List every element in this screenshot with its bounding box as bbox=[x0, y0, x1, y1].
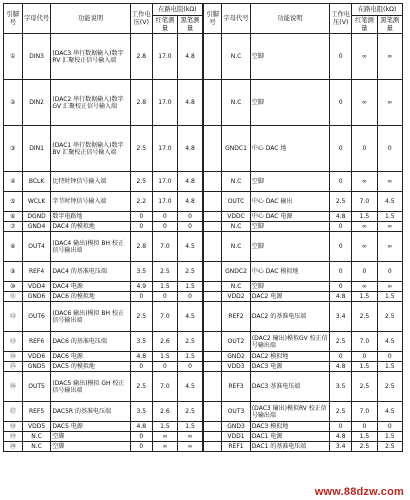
pin-number bbox=[203, 212, 222, 222]
pin-symbol: DIN1 bbox=[22, 126, 51, 172]
watermark: www.88dzw.com bbox=[314, 486, 404, 498]
voltage-value: 4.8 bbox=[130, 352, 152, 362]
pin-symbol: OUT5 bbox=[22, 372, 51, 402]
voltage-value: 4.8 bbox=[330, 362, 352, 372]
black-probe-value: 0 bbox=[377, 352, 402, 362]
pin-number: ⑪ bbox=[4, 292, 23, 302]
voltage-value: 2.8 bbox=[130, 232, 152, 262]
red-probe-value: 2.5 bbox=[352, 302, 377, 332]
black-probe-value: 4.8 bbox=[178, 80, 203, 126]
black-probe-value: 1.5 bbox=[377, 432, 402, 442]
pin-symbol: OUT3 bbox=[222, 402, 251, 422]
voltage-value: 2.5 bbox=[330, 332, 352, 352]
black-probe-value: ∞ bbox=[377, 232, 402, 262]
red-probe-value: 1.5 bbox=[152, 282, 177, 292]
voltage-value: 4.9 bbox=[130, 282, 152, 292]
pin-function: 字节时钟信号输入端 bbox=[51, 192, 130, 212]
pin-function: 空脚 bbox=[51, 432, 130, 442]
pin-function: (DAC3 输出)模拟RV 校正信号输出端 bbox=[250, 402, 329, 422]
pin-function: 空脚 bbox=[250, 80, 329, 126]
black-probe-value: 1.5 bbox=[377, 362, 402, 372]
black-probe-value: 4.5 bbox=[178, 372, 203, 402]
red-probe-value: 7.0 bbox=[352, 192, 377, 212]
header-function: 功能说明 bbox=[250, 4, 329, 34]
pin-number: ⑭ bbox=[4, 352, 23, 362]
header-red-probe: 红笔测量 bbox=[352, 16, 377, 34]
black-probe-value: 2.5 bbox=[178, 262, 203, 282]
table-row bbox=[4, 352, 403, 362]
pin-number bbox=[203, 192, 222, 212]
pin-symbol: VDD1 bbox=[222, 432, 251, 442]
table-row bbox=[4, 372, 403, 402]
pin-function: (DAC5 输出)模拟 GH 校正信号输出端 bbox=[51, 372, 130, 402]
pin-number bbox=[203, 402, 222, 422]
red-probe-value: 17.0 bbox=[152, 172, 177, 192]
pin-function: DAC5R 的基准电压端 bbox=[51, 402, 130, 422]
pin-function: (DAC1 串行数据输入)数字BV 汇聚校正信号输入端 bbox=[51, 126, 130, 172]
pin-number: ⑧ bbox=[4, 232, 23, 262]
pin-number bbox=[203, 442, 222, 452]
pin-number bbox=[203, 332, 222, 352]
pin-function: DAC5 电源 bbox=[51, 422, 130, 432]
pin-symbol: OUT4 bbox=[22, 232, 51, 262]
table-row bbox=[4, 222, 403, 232]
voltage-value: 0 bbox=[330, 80, 352, 126]
voltage-value: 0 bbox=[330, 422, 352, 432]
pin-function: DAC3 模拟地 bbox=[250, 422, 329, 432]
black-probe-value: 2.5 bbox=[178, 402, 203, 422]
red-probe-value: ∞ bbox=[352, 172, 377, 192]
table-row bbox=[4, 232, 403, 262]
pin-symbol: N.C bbox=[222, 34, 251, 80]
table-row bbox=[4, 34, 403, 80]
pin-number: ⑨ bbox=[4, 262, 23, 282]
pin-symbol: WCLK bbox=[22, 192, 51, 212]
voltage-value: 0 bbox=[130, 292, 152, 302]
black-probe-value: 4.5 bbox=[178, 232, 203, 262]
table-row bbox=[4, 442, 403, 452]
pin-function: 中心 DAC 输出 bbox=[250, 192, 329, 212]
red-probe-value: 1.5 bbox=[152, 352, 177, 362]
pin-function: DAC3 电源 bbox=[250, 362, 329, 372]
black-probe-value: 1.5 bbox=[178, 352, 203, 362]
voltage-value: 0 bbox=[130, 212, 152, 222]
red-probe-value: 17.0 bbox=[152, 34, 177, 80]
red-probe-value: ∞ bbox=[152, 432, 177, 442]
pin-function: DAC4 的基准电压端 bbox=[51, 262, 130, 282]
pin-function: 中心 DAC 模拟地 bbox=[250, 262, 329, 282]
pin-function: (DAC6 输出)模拟 BH 校正信号输出端 bbox=[51, 302, 130, 332]
voltage-value: 2.5 bbox=[130, 172, 152, 192]
pin-symbol: N.C bbox=[222, 172, 251, 192]
black-probe-value: ∞ bbox=[377, 172, 402, 192]
pin-function: (DAC3 串行数据输入)数字RV 汇聚校正信号输入端 bbox=[51, 34, 130, 80]
table-row bbox=[4, 282, 403, 292]
pin-symbol: GND2 bbox=[222, 352, 251, 362]
pin-number: ⑤ bbox=[4, 192, 23, 212]
pin-symbol: REF6 bbox=[22, 332, 51, 352]
pin-symbol: N.C bbox=[222, 232, 251, 262]
voltage-value: 3.5 bbox=[130, 402, 152, 422]
voltage-value: 2.5 bbox=[330, 192, 352, 212]
pin-symbol: GND3 bbox=[222, 422, 251, 432]
voltage-value: 3.4 bbox=[330, 442, 352, 452]
pin-number: ③ bbox=[4, 126, 23, 172]
voltage-value: 0 bbox=[130, 432, 152, 442]
pin-symbol: N.C bbox=[222, 222, 251, 232]
black-probe-value: ∞ bbox=[377, 282, 402, 292]
table-row bbox=[4, 172, 403, 192]
table-row bbox=[4, 212, 403, 222]
red-probe-value: 0 bbox=[152, 222, 177, 232]
pin-number: ④ bbox=[4, 172, 23, 192]
header-black-probe: 黑笔测量 bbox=[178, 16, 203, 34]
red-probe-value: ∞ bbox=[352, 34, 377, 80]
red-probe-value: 2.5 bbox=[352, 442, 377, 452]
table-row bbox=[4, 332, 403, 352]
pin-function: (DAC2 串行数据输入)数字GV 汇聚校正信号输入端 bbox=[51, 80, 130, 126]
pin-function: DAC2 的基准电压端 bbox=[250, 302, 329, 332]
pin-symbol: GND6 bbox=[22, 292, 51, 302]
pin-symbol: VDD6 bbox=[22, 352, 51, 362]
black-probe-value: 4.8 bbox=[178, 126, 203, 172]
black-probe-value: ∞ bbox=[377, 222, 402, 232]
header-resistance: 在路电阻(kΩ) bbox=[152, 4, 203, 16]
voltage-value: 2.8 bbox=[130, 80, 152, 126]
red-probe-value: 7.0 bbox=[152, 302, 177, 332]
pin-number: ⑮ bbox=[4, 362, 23, 372]
pin-symbol: REF2 bbox=[222, 302, 251, 332]
voltage-value: 0 bbox=[330, 232, 352, 262]
pin-symbol: DGND bbox=[22, 212, 51, 222]
black-probe-value: 4.5 bbox=[377, 332, 402, 352]
black-probe-value: 4.8 bbox=[178, 192, 203, 212]
black-probe-value: 1.5 bbox=[377, 212, 402, 222]
pin-function: (DAC2 输出)模拟GV 校正信号输出端 bbox=[250, 332, 329, 352]
table-row bbox=[4, 292, 403, 302]
pin-function: DAC1 电源 bbox=[250, 432, 329, 442]
voltage-value: 2.8 bbox=[130, 34, 152, 80]
pin-function: (DAC4 输出)模拟 BH 校正信号输出端 bbox=[51, 232, 130, 262]
table-row bbox=[4, 302, 403, 332]
pin-symbol: VDDC bbox=[222, 212, 251, 222]
pin-function: DAC4 的模拟地 bbox=[51, 222, 130, 232]
pin-function: DAC6 的模拟地 bbox=[51, 292, 130, 302]
pin-symbol: VDD2 bbox=[222, 292, 251, 302]
pin-function: 数字电路地 bbox=[51, 212, 130, 222]
red-probe-value: 1.5 bbox=[152, 422, 177, 432]
header-voltage: 工作电压(V) bbox=[130, 4, 152, 34]
pin-symbol: GND4 bbox=[22, 222, 51, 232]
pin-symbol: N.C bbox=[222, 80, 251, 126]
pin-symbol: REF5 bbox=[22, 402, 51, 422]
pin-number bbox=[203, 172, 222, 192]
voltage-value: 0 bbox=[330, 34, 352, 80]
pin-symbol: VDD4 bbox=[22, 282, 51, 292]
header-function: 功能说明 bbox=[51, 4, 130, 34]
black-probe-value: 4.5 bbox=[377, 402, 402, 422]
black-probe-value: 4.8 bbox=[178, 34, 203, 80]
pin-number: ⑬ bbox=[4, 332, 23, 352]
red-probe-value: ∞ bbox=[352, 222, 377, 232]
pin-number: ⑳ bbox=[4, 442, 23, 452]
pin-symbol: N.C bbox=[222, 282, 251, 292]
voltage-value: 3.5 bbox=[130, 262, 152, 282]
pin-function: 空脚 bbox=[250, 172, 329, 192]
black-probe-value: 4.5 bbox=[377, 192, 402, 212]
black-probe-value: 1.5 bbox=[178, 422, 203, 432]
header-resistance: 在路电阻(kΩ) bbox=[352, 4, 403, 16]
red-probe-value: 0 bbox=[352, 422, 377, 432]
voltage-value: 3.5 bbox=[130, 332, 152, 352]
voltage-value: 0 bbox=[130, 362, 152, 372]
voltage-value: 0 bbox=[330, 126, 352, 172]
pin-number: ⑰ bbox=[4, 402, 23, 422]
header-red-probe: 红笔测量 bbox=[152, 16, 177, 34]
black-probe-value: 2.5 bbox=[178, 332, 203, 352]
pin-symbol: DIN2 bbox=[22, 80, 51, 126]
voltage-value: 3.4 bbox=[330, 302, 352, 332]
pin-number bbox=[203, 282, 222, 292]
pin-symbol: REF4 bbox=[22, 262, 51, 282]
voltage-value: 2.5 bbox=[130, 372, 152, 402]
pin-function-table bbox=[3, 3, 403, 452]
pin-function: DAC2 电源 bbox=[250, 292, 329, 302]
pin-function: DAC5 的模拟地 bbox=[51, 362, 130, 372]
red-probe-value: 0 bbox=[352, 126, 377, 172]
pin-number bbox=[203, 34, 222, 80]
pin-number bbox=[203, 372, 222, 402]
black-probe-value: 4.5 bbox=[178, 302, 203, 332]
red-probe-value: 1.5 bbox=[352, 212, 377, 222]
red-probe-value: 7.0 bbox=[352, 402, 377, 422]
black-probe-value: 0 bbox=[377, 422, 402, 432]
black-probe-value: 2.5 bbox=[377, 302, 402, 332]
red-probe-value: 2.5 bbox=[352, 372, 377, 402]
pin-symbol: VDD3 bbox=[222, 362, 251, 372]
pin-number bbox=[203, 302, 222, 332]
red-probe-value: ∞ bbox=[352, 232, 377, 262]
pin-function: 空脚 bbox=[250, 222, 329, 232]
red-probe-value: 7.0 bbox=[152, 372, 177, 402]
red-probe-value: 2.5 bbox=[152, 262, 177, 282]
pin-number bbox=[203, 432, 222, 442]
black-probe-value: 0 bbox=[377, 262, 402, 282]
pin-number: ⑥ bbox=[4, 212, 23, 222]
pin-symbol: REF3 bbox=[222, 372, 251, 402]
red-probe-value: 1.5 bbox=[352, 362, 377, 372]
table-body bbox=[4, 34, 403, 452]
table-row bbox=[4, 192, 403, 212]
pin-number bbox=[203, 126, 222, 172]
pin-function: 中心 DAC 地 bbox=[250, 126, 329, 172]
voltage-value: 0 bbox=[330, 352, 352, 362]
red-probe-value: 0 bbox=[352, 262, 377, 282]
red-probe-value: ∞ bbox=[352, 282, 377, 292]
header-pin: 引脚号 bbox=[4, 4, 23, 34]
black-probe-value: ∞ bbox=[377, 34, 402, 80]
red-probe-value: 17.0 bbox=[152, 80, 177, 126]
red-probe-value: 0 bbox=[352, 352, 377, 362]
pin-symbol: DIN3 bbox=[22, 34, 51, 80]
red-probe-value: 17.0 bbox=[152, 126, 177, 172]
voltage-value: 2.5 bbox=[130, 126, 152, 172]
red-probe-value: 7.0 bbox=[352, 332, 377, 352]
black-probe-value: 1.5 bbox=[377, 292, 402, 302]
pin-number bbox=[203, 222, 222, 232]
voltage-value: 0 bbox=[130, 222, 152, 232]
red-probe-value: 1.5 bbox=[352, 292, 377, 302]
red-probe-value: 17.0 bbox=[152, 192, 177, 212]
table-row bbox=[4, 422, 403, 432]
pin-symbol: GND5 bbox=[22, 362, 51, 372]
red-probe-value: ∞ bbox=[152, 442, 177, 452]
black-probe-value: 0 bbox=[178, 222, 203, 232]
pin-number: ① bbox=[4, 34, 23, 80]
black-probe-value: 1.5 bbox=[178, 282, 203, 292]
table-row bbox=[4, 262, 403, 282]
pin-number: ⑩ bbox=[4, 282, 23, 292]
pin-number: ⑯ bbox=[4, 372, 23, 402]
voltage-value: 3.5 bbox=[330, 372, 352, 402]
pin-number: ⑲ bbox=[4, 432, 23, 442]
pin-function: DAC6 的基准电压端 bbox=[51, 332, 130, 352]
header-black-probe: 黑笔测量 bbox=[377, 16, 402, 34]
red-probe-value: 1.5 bbox=[352, 432, 377, 442]
voltage-value: 0 bbox=[330, 222, 352, 232]
black-probe-value: ∞ bbox=[178, 442, 203, 452]
black-probe-value: ∞ bbox=[178, 432, 203, 442]
voltage-value: 4.8 bbox=[330, 432, 352, 442]
black-probe-value: ∞ bbox=[377, 80, 402, 126]
pin-number bbox=[203, 262, 222, 282]
pin-number bbox=[203, 292, 222, 302]
table-row bbox=[4, 80, 403, 126]
pin-number: ⑦ bbox=[4, 222, 23, 232]
pin-function: 空脚 bbox=[250, 282, 329, 292]
pin-symbol: N.C bbox=[22, 432, 51, 442]
pin-number: ⑫ bbox=[4, 302, 23, 332]
pin-number bbox=[203, 80, 222, 126]
pin-number bbox=[203, 232, 222, 262]
pin-symbol: GNDC1 bbox=[222, 126, 251, 172]
voltage-value: 4.8 bbox=[130, 422, 152, 432]
pin-function: DAC1 的基准电压端 bbox=[250, 442, 329, 452]
red-probe-value: 0 bbox=[152, 212, 177, 222]
pin-function: 中心 DAC 电源 bbox=[250, 212, 329, 222]
voltage-value: 2.5 bbox=[330, 402, 352, 422]
red-probe-value: 0 bbox=[152, 292, 177, 302]
pin-function: DAC2 模拟地 bbox=[250, 352, 329, 362]
voltage-value: 0 bbox=[330, 262, 352, 282]
pin-symbol: GNDC2 bbox=[222, 262, 251, 282]
pin-function: 空脚 bbox=[250, 232, 329, 262]
red-probe-value: 0 bbox=[152, 362, 177, 372]
header-voltage: 工作电压(V) bbox=[330, 4, 352, 34]
black-probe-value: 2.5 bbox=[377, 442, 402, 452]
pin-number: ⑱ bbox=[4, 422, 23, 432]
pin-number bbox=[203, 362, 222, 372]
voltage-value: 4.8 bbox=[330, 292, 352, 302]
pin-symbol: OUT6 bbox=[22, 302, 51, 332]
header-symbol: 字母代号 bbox=[222, 4, 251, 34]
voltage-value: 0 bbox=[330, 172, 352, 192]
pin-function: 空脚 bbox=[51, 442, 130, 452]
pin-number bbox=[203, 352, 222, 362]
header-symbol: 字母代号 bbox=[22, 4, 51, 34]
pin-function: 空脚 bbox=[250, 34, 329, 80]
black-probe-value: 2.5 bbox=[377, 372, 402, 402]
voltage-value: 2.5 bbox=[130, 302, 152, 332]
pin-function: DAC6 电源 bbox=[51, 352, 130, 362]
red-probe-value: 7.0 bbox=[152, 232, 177, 262]
voltage-value: 0 bbox=[130, 442, 152, 452]
pin-symbol: N.C bbox=[22, 442, 51, 452]
red-probe-value: 2.6 bbox=[152, 402, 177, 422]
pin-function: DAC4 电源 bbox=[51, 282, 130, 292]
voltage-value: 0 bbox=[330, 282, 352, 292]
pin-symbol: REF1 bbox=[222, 442, 251, 452]
red-probe-value: ∞ bbox=[352, 80, 377, 126]
voltage-value: 4.8 bbox=[330, 212, 352, 222]
table-row bbox=[4, 402, 403, 422]
pin-symbol: BCLK bbox=[22, 172, 51, 192]
table-row bbox=[4, 362, 403, 372]
table-row bbox=[4, 432, 403, 442]
header-pin: 引脚号 bbox=[203, 4, 222, 34]
black-probe-value: 0 bbox=[377, 126, 402, 172]
pin-symbol: OUT2 bbox=[222, 332, 251, 352]
pin-symbol: VDD5 bbox=[22, 422, 51, 432]
table-row bbox=[4, 126, 403, 172]
red-probe-value: 2.6 bbox=[152, 332, 177, 352]
pin-function: 比特时钟信号输入端 bbox=[51, 172, 130, 192]
black-probe-value: 0 bbox=[178, 292, 203, 302]
pin-function: DAC3 基准电压端 bbox=[250, 372, 329, 402]
pin-number bbox=[203, 422, 222, 432]
pin-number: ② bbox=[4, 80, 23, 126]
black-probe-value: 4.8 bbox=[178, 172, 203, 192]
pin-symbol: OUTC bbox=[222, 192, 251, 212]
black-probe-value: 0 bbox=[178, 362, 203, 372]
black-probe-value: 0 bbox=[178, 212, 203, 222]
voltage-value: 2.2 bbox=[130, 192, 152, 212]
